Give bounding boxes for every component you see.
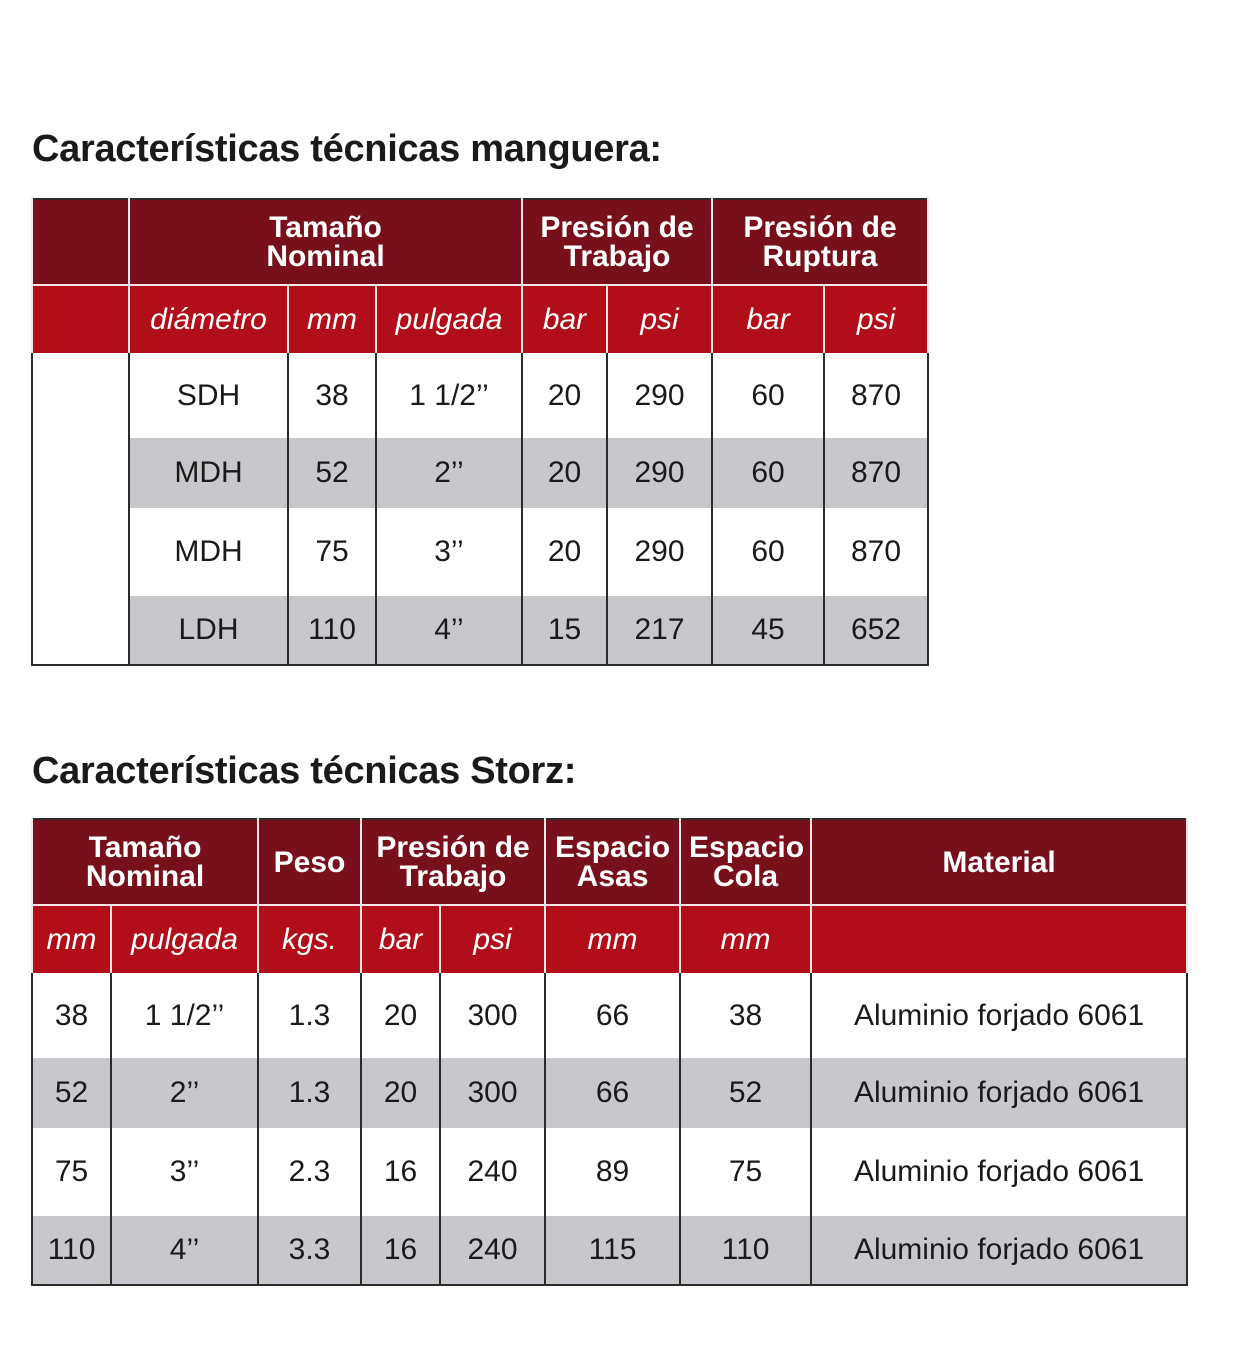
table-cell: 60 (712, 353, 824, 438)
manguera-section-title: Características técnicas manguera: (32, 128, 662, 170)
header-presion-ruptura: Presión de Ruptura (712, 199, 928, 285)
table-cell: 4’’ (111, 1216, 258, 1285)
table-cell: 1.3 (258, 973, 361, 1058)
table-header-row (32, 819, 1187, 905)
table-cell: 75 (288, 508, 376, 596)
table-subheader-row (32, 285, 928, 353)
table-cell: 20 (361, 1058, 440, 1128)
table-cell: 52 (680, 1058, 811, 1128)
table-cell: 870 (824, 508, 928, 596)
blank-cell (32, 438, 129, 508)
table-cell: 110 (680, 1216, 811, 1285)
table-cell: 240 (440, 1216, 545, 1285)
subheader-cell: mm (545, 905, 680, 973)
storz-section-title: Características técnicas Storz: (32, 750, 577, 792)
header-blank-cell (32, 199, 129, 285)
table-cell: 60 (712, 438, 824, 508)
subheader-cell: mm (288, 285, 376, 353)
table-cell: 20 (522, 438, 607, 508)
subheader-cell: psi (440, 905, 545, 973)
material-cell: Aluminio forjado 6061 (811, 1128, 1187, 1216)
table-row (32, 1058, 1187, 1128)
table-row (32, 353, 928, 438)
table-cell: 290 (607, 353, 712, 438)
table-cell: 52 (32, 1058, 111, 1128)
blank-cell (32, 353, 129, 438)
table-cell: 89 (545, 1128, 680, 1216)
table-cell: 870 (824, 353, 928, 438)
header-presion-trabajo: Presión de Trabajo (522, 199, 712, 285)
table-cell: 75 (32, 1128, 111, 1216)
material-cell: Aluminio forjado 6061 (811, 1058, 1187, 1128)
table-cell: 60 (712, 508, 824, 596)
table-cell: 75 (680, 1128, 811, 1216)
manguera-specs-table (31, 198, 929, 666)
table-cell: 2’’ (111, 1058, 258, 1128)
table-cell: 16 (361, 1216, 440, 1285)
table-cell: 1 1/2’’ (111, 973, 258, 1058)
table-cell: 652 (824, 596, 928, 665)
subheader-cell: kgs. (258, 905, 361, 973)
table-cell: 20 (522, 353, 607, 438)
subheader-cell: bar (361, 905, 440, 973)
header-material: Material (811, 819, 1187, 905)
table-row (32, 1128, 1187, 1216)
blank-cell (32, 508, 129, 596)
table-row (32, 438, 928, 508)
table-cell: 2’’ (376, 438, 522, 508)
table-cell: 1 1/2’’ (376, 353, 522, 438)
subheader-cell: psi (824, 285, 928, 353)
table-cell: 52 (288, 438, 376, 508)
material-cell: Aluminio forjado 6061 (811, 1216, 1187, 1285)
subheader-cell: pulgada (111, 905, 258, 973)
table-row (32, 1216, 1187, 1285)
table-cell: 110 (288, 596, 376, 665)
table-cell: SDH (129, 353, 288, 438)
table-cell: 115 (545, 1216, 680, 1285)
table-cell: 3’’ (111, 1128, 258, 1216)
table-cell: LDH (129, 596, 288, 665)
header-espacio-cola: Espacio Cola (680, 819, 811, 905)
table-cell: 66 (545, 1058, 680, 1128)
header-espacio-asas: Espacio Asas (545, 819, 680, 905)
table-row (32, 596, 928, 665)
subheader-cell (811, 905, 1187, 973)
table-cell: MDH (129, 508, 288, 596)
table-cell: 290 (607, 438, 712, 508)
header-tamano-nominal: Tamaño Nominal (129, 199, 522, 285)
table-row (32, 973, 1187, 1058)
subheader-blank-cell (32, 285, 129, 353)
table-cell: 290 (607, 508, 712, 596)
table-cell: 300 (440, 1058, 545, 1128)
table-cell: 1.3 (258, 1058, 361, 1128)
table-cell: 3’’ (376, 508, 522, 596)
table-cell: 300 (440, 973, 545, 1058)
table-subheader-row (32, 905, 1187, 973)
table-cell: 15 (522, 596, 607, 665)
header-peso: Peso (258, 819, 361, 905)
table-cell: 45 (712, 596, 824, 665)
table-cell: 20 (361, 973, 440, 1058)
table-cell: 2.3 (258, 1128, 361, 1216)
subheader-cell: mm (32, 905, 111, 973)
table-cell: 38 (288, 353, 376, 438)
subheader-cell: diámetro (129, 285, 288, 353)
storz-specs-table (31, 818, 1188, 1286)
table-cell: 217 (607, 596, 712, 665)
table-cell: 16 (361, 1128, 440, 1216)
table-header-row (32, 199, 928, 285)
table-cell: 110 (32, 1216, 111, 1285)
table-cell: 240 (440, 1128, 545, 1216)
header-presion-trabajo: Presión de Trabajo (361, 819, 545, 905)
subheader-cell: bar (712, 285, 824, 353)
table-cell: 66 (545, 973, 680, 1058)
header-tamano-nominal: Tamaño Nominal (32, 819, 258, 905)
table-cell: 38 (680, 973, 811, 1058)
material-cell: Aluminio forjado 6061 (811, 973, 1187, 1058)
table-cell: 4’’ (376, 596, 522, 665)
table-cell: MDH (129, 438, 288, 508)
subheader-cell: psi (607, 285, 712, 353)
table-row (32, 508, 928, 596)
table-cell: 38 (32, 973, 111, 1058)
subheader-cell: mm (680, 905, 811, 973)
table-cell: 870 (824, 438, 928, 508)
table-cell: 20 (522, 508, 607, 596)
table-cell: 3.3 (258, 1216, 361, 1285)
blank-cell (32, 596, 129, 665)
subheader-cell: bar (522, 285, 607, 353)
subheader-cell: pulgada (376, 285, 522, 353)
